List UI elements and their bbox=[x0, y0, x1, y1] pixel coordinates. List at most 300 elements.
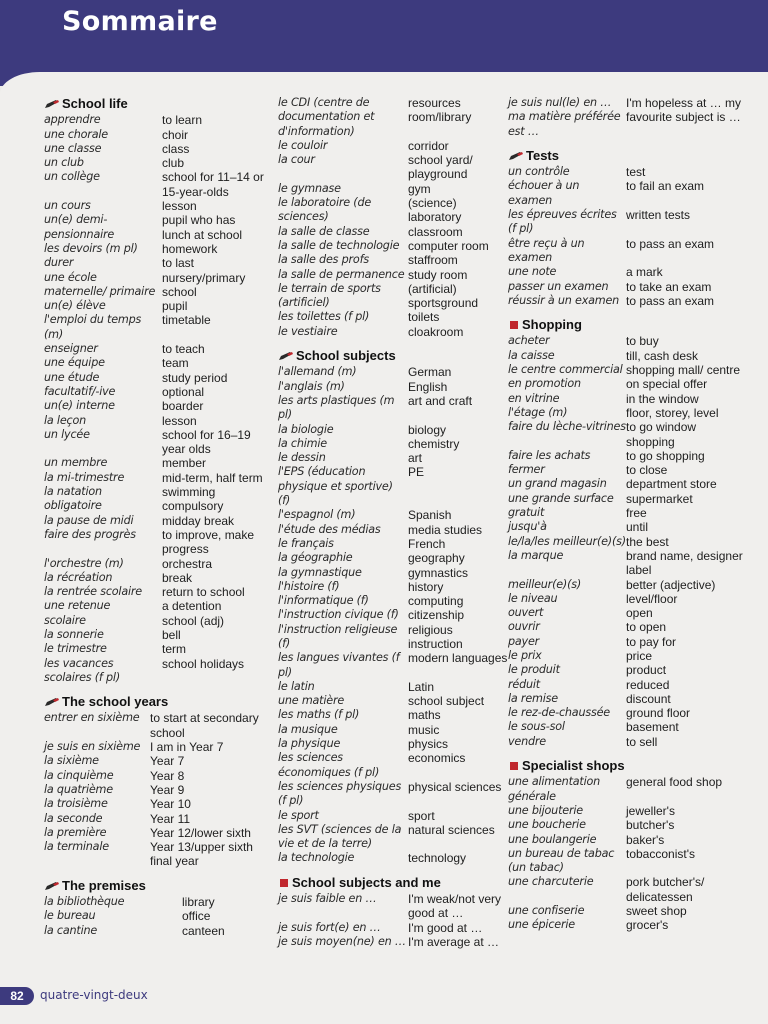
french-term: une étude bbox=[44, 370, 100, 384]
english-translation: study room bbox=[408, 267, 468, 282]
english-translation: to start at secondary school bbox=[150, 711, 259, 740]
english-translation: club bbox=[162, 156, 185, 171]
french-term: une classe bbox=[44, 141, 102, 155]
vocab-row bbox=[508, 349, 748, 363]
vocab-row bbox=[508, 635, 748, 649]
english-translation: study period bbox=[162, 370, 228, 385]
french-term: une note bbox=[508, 265, 557, 279]
english-translation: English bbox=[408, 379, 448, 394]
vocab-row bbox=[508, 377, 748, 391]
vocab-row bbox=[508, 818, 748, 832]
section-gap bbox=[508, 749, 748, 758]
french-term: la marque bbox=[508, 548, 564, 562]
section-heading bbox=[508, 149, 748, 163]
french-term: un club bbox=[44, 156, 84, 170]
english-translation: PE bbox=[408, 465, 425, 480]
french-term: la cour bbox=[278, 153, 315, 167]
vocab-row bbox=[508, 804, 748, 818]
french-term: la pause de midi bbox=[44, 513, 134, 527]
vocab-row bbox=[508, 649, 748, 663]
english-translation: economics bbox=[408, 751, 466, 766]
english-translation: break bbox=[162, 570, 193, 585]
french-term: la salle des profs bbox=[278, 253, 369, 267]
vocab-row bbox=[44, 128, 266, 142]
french-term: l'espagnol (m) bbox=[278, 508, 356, 522]
vocab-row bbox=[278, 465, 510, 508]
english-translation: bell bbox=[162, 627, 181, 642]
vocab-row bbox=[44, 428, 266, 457]
vocab-row bbox=[508, 406, 748, 420]
french-term: la seconde bbox=[44, 811, 103, 825]
english-translation: school yard/ playground bbox=[408, 153, 473, 182]
english-translation: art and craft bbox=[408, 393, 473, 408]
french-term: le/la/les meilleur(e)(s) bbox=[508, 534, 626, 548]
vocab-row bbox=[44, 614, 266, 628]
french-term: en vitrine bbox=[508, 391, 560, 405]
english-translation: Latin bbox=[408, 679, 435, 694]
english-translation: open bbox=[626, 606, 653, 621]
section-heading bbox=[508, 759, 748, 773]
english-translation: baker's bbox=[626, 832, 665, 847]
french-term: la salle de classe bbox=[278, 224, 370, 238]
vocab-row bbox=[44, 514, 266, 528]
english-translation: on special offer bbox=[626, 377, 708, 392]
vocab-row bbox=[508, 237, 748, 266]
section-heading-label: The school years bbox=[62, 694, 169, 710]
english-translation: Year 11 bbox=[150, 811, 191, 826]
french-term: le CDI (centre de documentation et d'information) bbox=[278, 96, 375, 138]
section-heading bbox=[44, 695, 266, 709]
french-term: la leçon bbox=[44, 413, 86, 427]
french-term: un contrôle bbox=[508, 165, 570, 179]
english-translation: a detention bbox=[162, 599, 222, 614]
english-translation: free bbox=[626, 506, 647, 521]
english-translation: nursery/primary school bbox=[162, 270, 246, 299]
french-term: le centre commercial bbox=[508, 363, 623, 377]
section-gap bbox=[44, 869, 266, 878]
french-term: le français bbox=[278, 536, 334, 550]
english-translation: Year 9 bbox=[150, 782, 185, 797]
english-translation: to take an exam bbox=[626, 279, 712, 294]
english-translation: office bbox=[182, 909, 211, 924]
english-translation: supermarket bbox=[626, 491, 693, 506]
vocab-row bbox=[278, 153, 510, 182]
french-term: le terrain de sports (artificiel) bbox=[278, 281, 381, 310]
french-term: le couloir bbox=[278, 138, 328, 152]
vocab-row bbox=[508, 720, 748, 734]
vocab-row bbox=[278, 182, 510, 196]
vocab-row bbox=[278, 394, 510, 423]
french-term: l'histoire (f) bbox=[278, 579, 340, 593]
vocab-row bbox=[44, 571, 266, 585]
english-translation: I'm good at … bbox=[408, 920, 483, 935]
english-translation: maths bbox=[408, 708, 441, 723]
vocab-row bbox=[278, 809, 510, 823]
english-translation: to buy bbox=[626, 334, 659, 349]
english-translation: class bbox=[162, 141, 190, 156]
french-term: la troisième bbox=[44, 797, 108, 811]
vocab-row bbox=[508, 535, 748, 549]
vocab-row bbox=[508, 678, 748, 692]
french-term: la caisse bbox=[508, 348, 555, 362]
vocab-row bbox=[508, 606, 748, 620]
vocab-row bbox=[278, 566, 510, 580]
vocab-row bbox=[44, 826, 266, 840]
vocab-row bbox=[44, 812, 266, 826]
french-term: la natation bbox=[44, 485, 102, 499]
french-term: enseigner bbox=[44, 342, 98, 356]
english-translation: floor, storey, level bbox=[626, 405, 719, 420]
english-translation: classroom bbox=[408, 224, 463, 239]
vocab-row bbox=[508, 663, 748, 677]
french-term: l'étude des médias bbox=[278, 522, 381, 536]
french-term: une boucherie bbox=[508, 818, 586, 832]
english-translation: corridor bbox=[408, 138, 449, 153]
vocab-row bbox=[278, 708, 510, 722]
french-term: les devoirs (m pl) bbox=[44, 241, 138, 255]
section-gap bbox=[278, 339, 510, 348]
french-term: ouvert bbox=[508, 606, 544, 620]
vocab-row bbox=[278, 437, 510, 451]
english-translation: to pass an exam bbox=[626, 293, 715, 308]
section-heading bbox=[278, 349, 510, 363]
french-term: la physique bbox=[278, 737, 341, 751]
french-term: le prix bbox=[508, 648, 542, 662]
french-term: une confiserie bbox=[508, 904, 585, 918]
french-term: la gymnastique bbox=[278, 565, 362, 579]
vocab-row bbox=[278, 196, 510, 225]
vocab-row bbox=[278, 239, 510, 253]
vocab-row bbox=[508, 620, 748, 634]
section-heading bbox=[508, 318, 748, 332]
english-translation: to pay for bbox=[626, 634, 677, 649]
french-term: le rez-de-chaussée bbox=[508, 706, 610, 720]
french-term: durer bbox=[44, 256, 74, 270]
vocab-row bbox=[278, 380, 510, 394]
vocab-row bbox=[508, 833, 748, 847]
english-translation: homework bbox=[162, 241, 218, 256]
english-translation: team bbox=[162, 356, 189, 371]
english-translation: to go window shopping bbox=[626, 420, 697, 449]
vocab-row bbox=[44, 142, 266, 156]
english-translation: a mark bbox=[626, 265, 663, 280]
vocab-row bbox=[278, 651, 510, 680]
section-heading-label: School subjects and me bbox=[292, 874, 441, 890]
vocab-row bbox=[278, 325, 510, 339]
page-number-words: quatre-vingt-deux bbox=[40, 988, 148, 1002]
french-term: une équipe bbox=[44, 356, 105, 370]
vocab-row bbox=[278, 508, 510, 522]
vocab-row bbox=[278, 253, 510, 267]
vocab-row bbox=[278, 680, 510, 694]
french-term: les sciences économiques (f pl) bbox=[278, 751, 380, 779]
vocab-row bbox=[508, 96, 748, 139]
french-term: le produit bbox=[508, 663, 560, 677]
french-term: la rentrée scolaire bbox=[44, 585, 142, 599]
vocab-row bbox=[278, 580, 510, 594]
english-translation: history bbox=[408, 579, 444, 594]
english-translation: better (adjective) bbox=[626, 577, 716, 592]
english-translation: I'm weak/not very good at … bbox=[408, 892, 501, 921]
vocab-row bbox=[44, 256, 266, 270]
vocab-row bbox=[44, 414, 266, 428]
english-translation: cloakroom bbox=[408, 324, 464, 339]
french-term: l'anglais (m) bbox=[278, 379, 345, 393]
page-title: Sommaire bbox=[62, 6, 218, 37]
french-term: le niveau bbox=[508, 591, 558, 605]
french-term: un(e) élève bbox=[44, 299, 106, 313]
english-translation: to sell bbox=[626, 734, 658, 749]
vocab-row bbox=[44, 356, 266, 370]
vocab-row bbox=[278, 723, 510, 737]
pen-icon bbox=[508, 151, 524, 161]
french-term: les toilettes (f pl) bbox=[278, 310, 370, 324]
vocab-row bbox=[508, 592, 748, 606]
french-term: la terminale bbox=[44, 840, 109, 854]
french-term: le latin bbox=[278, 679, 315, 693]
english-translation: the best bbox=[626, 534, 669, 549]
english-translation: reduced bbox=[626, 677, 670, 692]
section-gap bbox=[44, 685, 266, 694]
french-term: apprendre bbox=[44, 113, 101, 127]
vocab-row bbox=[508, 904, 748, 918]
english-translation: until bbox=[626, 520, 649, 535]
english-translation: ground floor bbox=[626, 706, 691, 721]
english-translation: biology bbox=[408, 422, 447, 437]
french-term: payer bbox=[508, 634, 540, 648]
french-term: l'instruction civique (f) bbox=[278, 608, 399, 622]
french-term: réussir à un examen bbox=[508, 293, 620, 307]
english-translation: basement bbox=[626, 720, 679, 735]
french-term: le vestiaire bbox=[278, 324, 338, 338]
english-translation: butcher's bbox=[626, 818, 675, 833]
french-term: un cours bbox=[44, 199, 91, 213]
english-translation: computing bbox=[408, 594, 464, 609]
english-translation: citizenship bbox=[408, 608, 465, 623]
french-term: une grande surface bbox=[508, 491, 614, 505]
french-term: la biologie bbox=[278, 422, 334, 436]
english-translation: library bbox=[182, 895, 215, 910]
french-term: je suis nul(le) en … ma matière préférée est … bbox=[508, 96, 621, 138]
french-term: la cinquième bbox=[44, 768, 114, 782]
vocab-row bbox=[44, 557, 266, 571]
english-translation: toilets bbox=[408, 310, 440, 325]
french-term: en promotion bbox=[508, 377, 581, 391]
vocab-row bbox=[278, 225, 510, 239]
vocab-row bbox=[44, 797, 266, 811]
english-translation: Year 10 bbox=[150, 797, 191, 812]
vocab-row bbox=[278, 780, 510, 809]
section-heading-label: Tests bbox=[526, 147, 559, 163]
english-translation: resources room/library bbox=[408, 96, 472, 125]
vocab-row bbox=[44, 242, 266, 256]
english-translation: I am in Year 7 bbox=[150, 740, 224, 755]
french-term: les sciences physiques (f pl) bbox=[278, 779, 402, 808]
french-term: meilleur(e)(s) bbox=[508, 577, 582, 591]
french-term: je suis en sixième bbox=[44, 740, 141, 754]
vocab-row bbox=[44, 642, 266, 656]
vocab-row bbox=[44, 840, 266, 869]
vocab-row bbox=[278, 523, 510, 537]
english-translation: French bbox=[408, 536, 446, 551]
french-term: la géographie bbox=[278, 551, 353, 565]
vocab-row bbox=[508, 208, 748, 237]
section-heading bbox=[278, 876, 510, 890]
vocab-row bbox=[508, 392, 748, 406]
english-translation: till, cash desk bbox=[626, 348, 699, 363]
french-term: une retenue bbox=[44, 599, 111, 613]
french-term: un collège bbox=[44, 170, 100, 184]
english-translation: optional bbox=[162, 384, 205, 399]
vocab-row bbox=[44, 499, 266, 513]
vocab-row bbox=[44, 754, 266, 768]
column-2 bbox=[278, 96, 510, 949]
english-translation: to improve, make progress bbox=[162, 527, 255, 557]
english-translation: school holidays bbox=[162, 656, 245, 671]
french-term: la sonnerie bbox=[44, 627, 104, 641]
vocab-row bbox=[508, 463, 748, 477]
english-translation: tobacconist's bbox=[626, 846, 695, 861]
french-term: la mi-trimestre bbox=[44, 470, 125, 484]
french-term: une matière bbox=[278, 694, 345, 708]
english-translation: orchestra bbox=[162, 556, 213, 571]
section-heading-label: Shopping bbox=[522, 317, 582, 333]
vocab-row bbox=[508, 692, 748, 706]
english-translation: physical sciences bbox=[408, 779, 502, 794]
vocab-row bbox=[278, 365, 510, 379]
french-term: la salle de permanence bbox=[278, 267, 405, 281]
english-translation: to pass an exam bbox=[626, 236, 715, 251]
english-translation: canteen bbox=[182, 923, 225, 938]
vocab-row bbox=[508, 280, 748, 294]
vocab-row bbox=[44, 599, 266, 613]
vocab-row bbox=[278, 921, 510, 935]
english-translation: technology bbox=[408, 851, 467, 866]
vocab-row bbox=[278, 423, 510, 437]
vocab-row bbox=[278, 268, 510, 282]
vocab-row bbox=[44, 471, 266, 485]
vocab-row bbox=[278, 737, 510, 751]
french-term: je suis fort(e) en … bbox=[278, 920, 381, 934]
english-translation: to learn bbox=[162, 113, 203, 128]
french-term: la bibliothèque bbox=[44, 895, 125, 909]
column-1 bbox=[44, 96, 266, 938]
french-term: vendre bbox=[508, 734, 546, 748]
vocab-row bbox=[278, 751, 510, 780]
vocab-row bbox=[44, 909, 266, 923]
english-translation: swimming bbox=[162, 485, 216, 500]
vocab-row bbox=[44, 199, 266, 213]
vocab-row bbox=[508, 179, 748, 208]
french-term: l'emploi du temps (m) bbox=[44, 313, 142, 341]
french-term: un(e) interne bbox=[44, 399, 115, 413]
english-translation: term bbox=[162, 642, 186, 657]
vocab-row bbox=[508, 449, 748, 463]
english-translation: Year 12/lower sixth bbox=[150, 825, 251, 840]
page-footer bbox=[0, 987, 200, 1005]
english-translation: return to school bbox=[162, 585, 245, 600]
vocab-row bbox=[508, 265, 748, 279]
vocab-row bbox=[508, 735, 748, 749]
english-translation: lesson bbox=[162, 199, 197, 214]
vocab-row bbox=[508, 775, 748, 804]
english-translation: sport bbox=[408, 808, 435, 823]
english-translation: German bbox=[408, 365, 452, 380]
english-translation: midday break bbox=[162, 513, 235, 528]
section-heading-label: School life bbox=[62, 96, 128, 111]
english-translation: Year 13/upper sixth final year bbox=[150, 840, 253, 869]
english-translation: geography bbox=[408, 551, 465, 566]
vocab-row bbox=[508, 492, 748, 506]
french-term: l'étage (m) bbox=[508, 405, 568, 419]
french-term: faire du lèche-vitrines bbox=[508, 420, 626, 434]
french-term: les maths (f pl) bbox=[278, 708, 360, 722]
vocab-row bbox=[44, 385, 266, 399]
french-term: la quatrième bbox=[44, 782, 113, 796]
vocab-row bbox=[44, 628, 266, 642]
english-translation: chemistry bbox=[408, 436, 460, 451]
vocab-row bbox=[278, 892, 510, 921]
vocab-row bbox=[278, 935, 510, 949]
french-term: la sixième bbox=[44, 754, 99, 768]
section-gap bbox=[508, 139, 748, 148]
section-heading-label: School subjects bbox=[296, 348, 396, 364]
english-translation: school for 11–14 or 15-year-olds bbox=[162, 170, 264, 199]
english-translation: I'm hopeless at … my favourite subject is … bbox=[626, 96, 741, 125]
english-translation: jeweller's bbox=[626, 803, 675, 818]
french-term: une charcuterie bbox=[508, 875, 594, 889]
french-term: être reçu à un examen bbox=[508, 236, 585, 264]
french-term: échouer à un examen bbox=[508, 179, 580, 207]
english-translation: shopping mall/ centre bbox=[626, 363, 741, 378]
page-number: 82 bbox=[0, 987, 34, 1005]
vocab-row bbox=[508, 420, 748, 449]
vocab-row bbox=[44, 156, 266, 170]
vocab-row bbox=[508, 506, 748, 520]
english-translation: (artificial) sportsground bbox=[408, 281, 479, 311]
english-translation: school (adj) bbox=[162, 613, 225, 628]
english-translation: level/floor bbox=[626, 591, 678, 606]
section-heading bbox=[44, 879, 266, 893]
french-term: je suis moyen(ne) en … bbox=[278, 934, 406, 948]
french-term: une chorale bbox=[44, 127, 108, 141]
vocab-row bbox=[44, 456, 266, 470]
vocab-row bbox=[278, 537, 510, 551]
vocab-row bbox=[508, 334, 748, 348]
english-translation: lesson bbox=[162, 413, 197, 428]
french-term: l'instruction religieuse (f) bbox=[278, 622, 398, 650]
vocab-row bbox=[278, 551, 510, 565]
vocab-row bbox=[44, 711, 266, 740]
french-term: ouvrir bbox=[508, 620, 540, 634]
french-term: le sous-sol bbox=[508, 720, 565, 734]
vocab-row bbox=[508, 706, 748, 720]
french-term: obligatoire bbox=[44, 499, 102, 513]
french-term: le trimestre bbox=[44, 642, 107, 656]
vocab-row bbox=[278, 694, 510, 708]
vocab-row bbox=[508, 363, 748, 377]
english-translation: product bbox=[626, 663, 667, 678]
french-term: la cantine bbox=[44, 923, 98, 937]
english-translation: pupil bbox=[162, 299, 188, 314]
english-translation: member bbox=[162, 456, 207, 471]
french-term: une école maternelle/ primaire bbox=[44, 270, 156, 298]
french-term: les SVT (sciences de la vie et de la terre) bbox=[278, 822, 402, 851]
vocab-row bbox=[508, 477, 748, 491]
vocab-row bbox=[44, 371, 266, 385]
english-translation: media studies bbox=[408, 522, 483, 537]
vocab-row bbox=[508, 294, 748, 308]
